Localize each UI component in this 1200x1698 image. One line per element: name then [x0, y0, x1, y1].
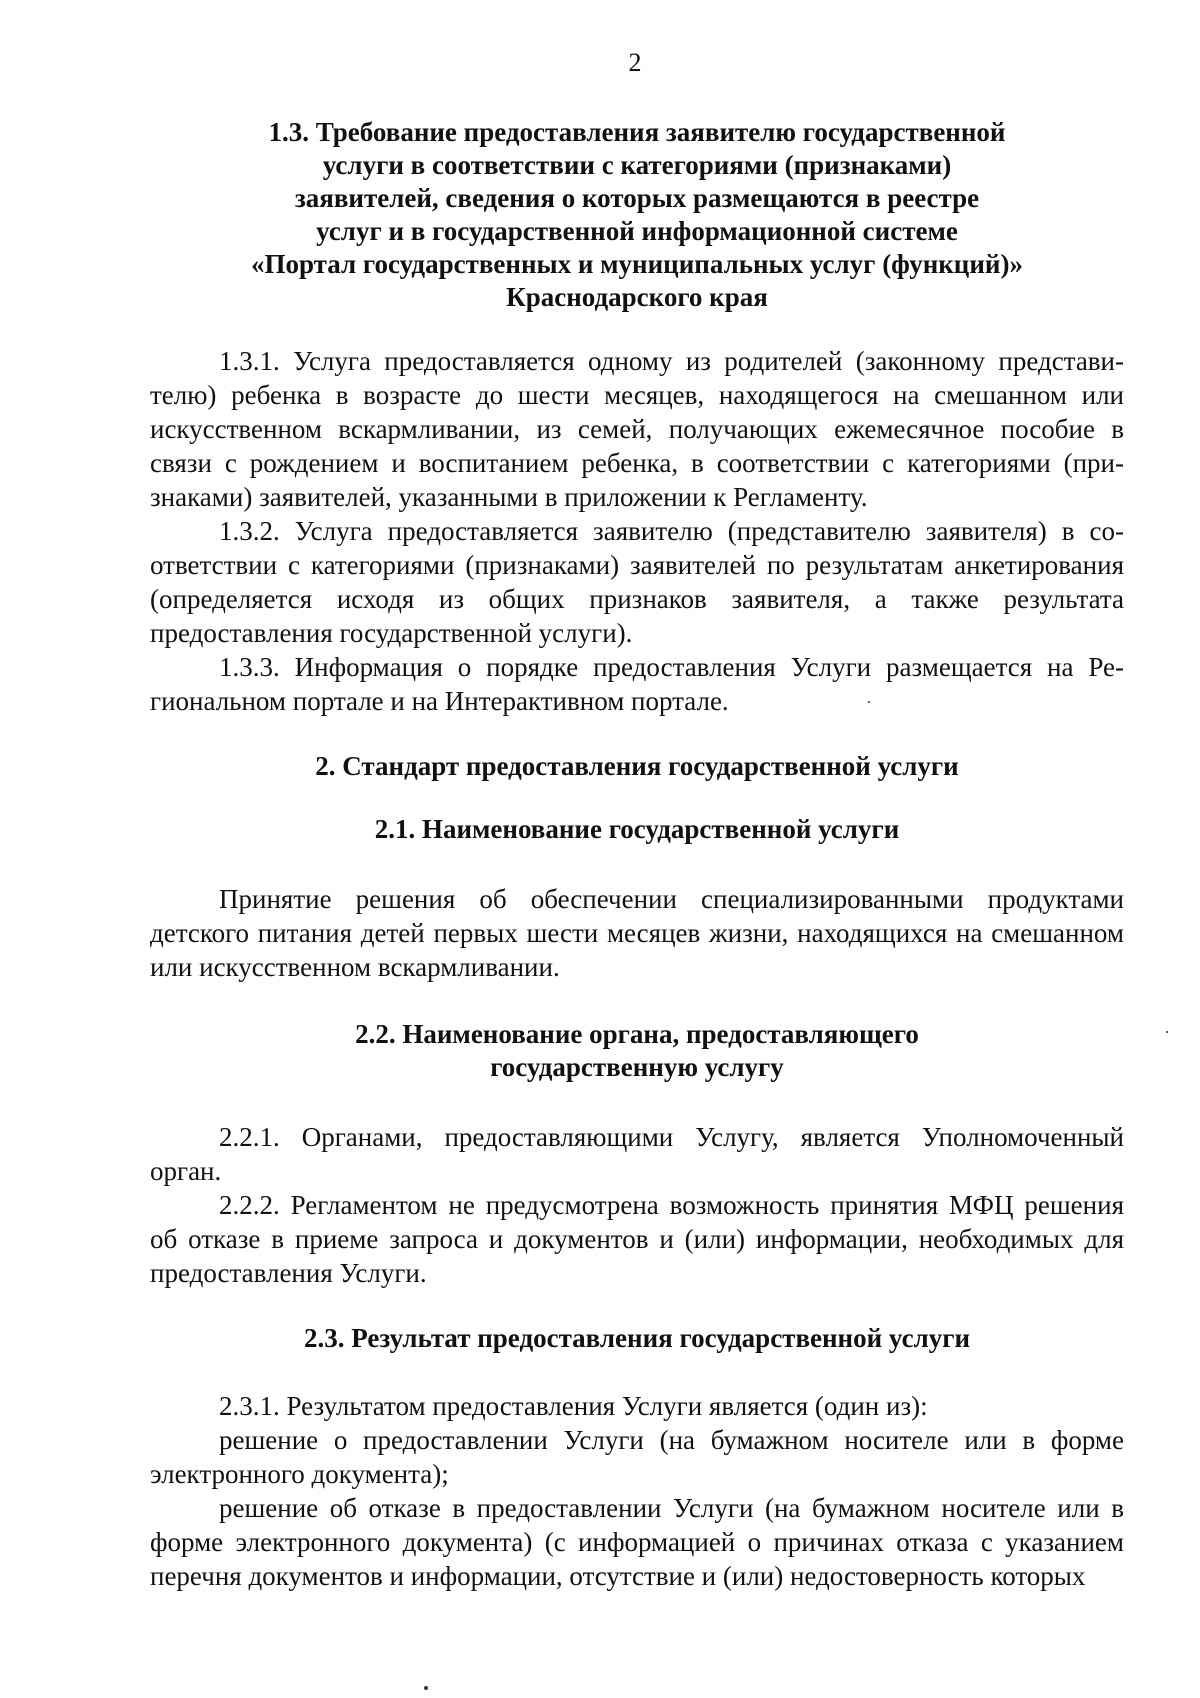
- paragraph-2-2-1: 2.2.1. Органами, предоставляющими Услугу, является Уполномоченный орган.: [150, 1122, 1124, 1186]
- paragraph-2-1: Принятие решения об обеспечении специализированными продуктами детского питания детей первых шести месяцев жизни, находящихся на смешанном или искусственном вскармливании.: [150, 884, 1124, 982]
- section-2-2-heading: [150, 1018, 1124, 1084]
- heading-line: заявителей, сведения о которых размещаются в реестре: [294, 183, 980, 213]
- heading-line: государственную услугу: [490, 1052, 784, 1082]
- paragraph-2-2-2: 2.2.2. Регламентом не предусмотрена возможность принятия МФЦ решения об отказе в приеме запроса и документов и (или) информации, необходимых для предоставления Услуги.: [150, 1190, 1124, 1288]
- document-body: [150, 116, 1124, 1593]
- paragraph-1-3-1: 1.3.1. Услуга предоставляется одному из родителей (законному представителю) ребенка в возрасте до шести месяцев, находящегося на смешанном или искусственном вскармливании, из семей, получающих ежемесячное пособие в связи с рождением и воспитанием ребенка, в соответствии с категориями (признаками) заявителей, указанными в приложении к Регламенту.: [150, 346, 1124, 512]
- heading-line: «Портал государственных и муниципальных услуг (функций)»: [251, 249, 1023, 279]
- paragraph-2-3-1-item-grant: решение о предоставлении Услуги (на бумажном носителе или в форме электронного документа);: [150, 1425, 1124, 1489]
- scan-speck: [1166, 1031, 1168, 1033]
- scan-speck: [868, 701, 870, 703]
- section-2-heading: 2. Стандарт предоставления государственной услуги: [315, 751, 959, 781]
- heading-line: 1.3. Требование предоставления заявителю государственной: [268, 117, 1006, 147]
- scan-speck: [424, 1686, 428, 1690]
- heading-line: услуг и в государственной информационной системе: [316, 216, 958, 246]
- paragraph-2-3-1: 2.3.1. Результатом предоставления Услуги является (один из):: [219, 1391, 928, 1421]
- section-2-3-heading: 2.3. Результат предоставления государственной услуги: [303, 1323, 971, 1353]
- heading-line: 2.2. Наименование органа, предоставляющего: [355, 1019, 919, 1049]
- page-number: 2: [628, 48, 642, 77]
- heading-line: услуги в соответствии с категориями (признаками): [322, 150, 952, 180]
- paragraph-2-3-1-item-refusal: решение об отказе в предоставлении Услуги (на бумажном носителе или в форме электронного документа) (с информацией о причинах отказа с указанием перечня документов и информации, отсутствие и (или) недостоверность которых: [150, 1493, 1124, 1591]
- section-2-1-heading: 2.1. Наименование государственной услуги: [374, 814, 900, 844]
- paragraph-1-3-2: 1.3.2. Услуга предоставляется заявителю (представителю заявителя) в соответствии с категориями (признаками) заявителей по результатам анкетирования (определяется исходя из общих признаков заявителя, а также результата предоставления государственной услуги).: [150, 516, 1124, 648]
- section-1-3-heading: [150, 116, 1124, 314]
- paragraph-1-3-3: 1.3.3. Информация о порядке предоставления Услуги размещается на Региональном портале и на Интерактивном портале.: [150, 652, 1124, 716]
- heading-line: Краснодарского края: [506, 282, 768, 312]
